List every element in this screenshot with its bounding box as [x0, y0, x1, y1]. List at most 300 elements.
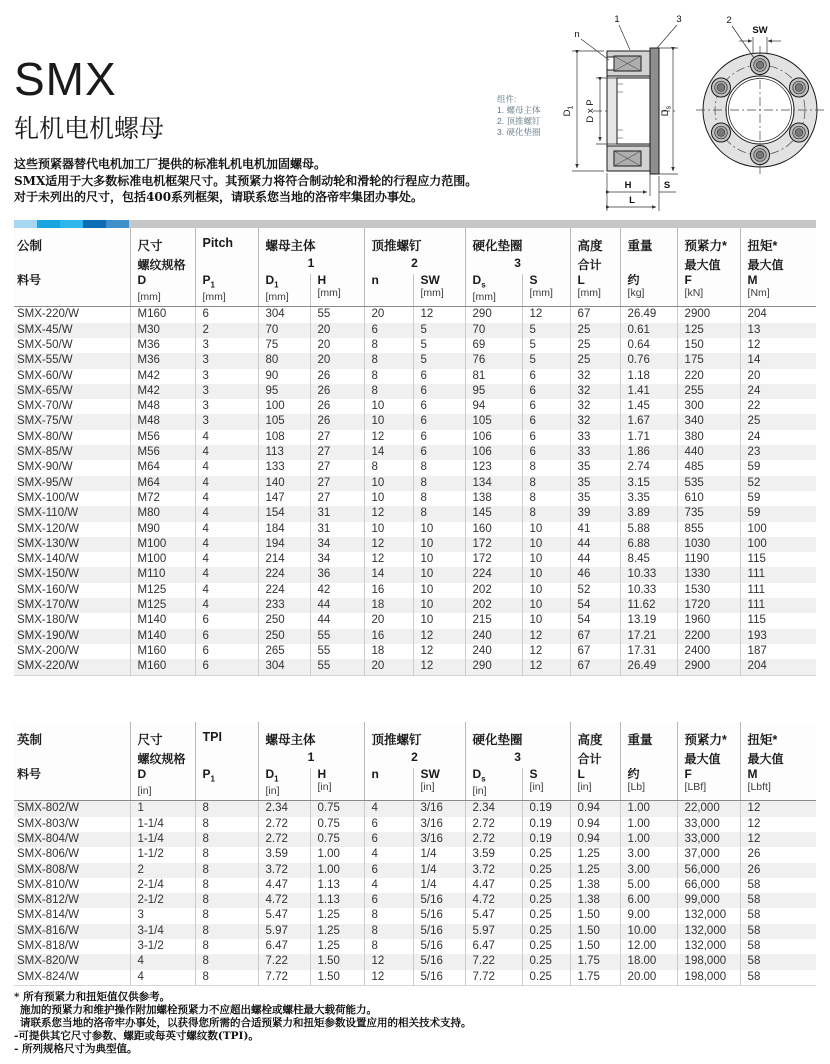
cell-d1: 70 [258, 323, 310, 338]
cell-ds: 69 [465, 338, 522, 353]
cell-s: 0.25 [522, 954, 570, 969]
cell-h: 34 [310, 552, 364, 567]
cell-torque: 58 [740, 878, 816, 893]
cell-part-number: SMX-818/W [17, 940, 79, 953]
cell-sw: 1/4 [413, 863, 465, 878]
cell-n: 10 [364, 491, 413, 506]
cell-h: 0.75 [310, 832, 364, 847]
header-height: 高度 [570, 722, 620, 749]
cell-weight: 1.45 [620, 399, 677, 414]
cell-h: 42 [310, 583, 364, 598]
cell-preload: 132,000 [677, 924, 740, 939]
cell-s: 6 [522, 384, 570, 399]
cell-part-number: SMX-55/W [17, 354, 73, 367]
cell-l: 0.94 [570, 801, 620, 817]
cell-pitch: 6 [195, 644, 258, 659]
cell-preload: 33,000 [677, 832, 740, 847]
col-weight: 约 [kg] [620, 274, 677, 307]
cell-l: 32 [570, 414, 620, 429]
cell-l: 32 [570, 399, 620, 414]
col-ds: $D_s$ [mm] [465, 274, 522, 307]
table-row [14, 801, 816, 817]
description-line: 对于未列出的尺寸，包括400系列框架，请联系您当地的洛帝牢集团办事处。 [14, 190, 424, 204]
cell-s: 0.19 [522, 801, 570, 817]
cell-preload: 2900 [677, 307, 740, 323]
cell-l: 54 [570, 613, 620, 628]
cell-d1: 233 [258, 598, 310, 613]
cell-tpi: 8 [195, 817, 258, 832]
cell-thread-size: M56 [130, 445, 195, 460]
header-max: 最大值 [677, 255, 740, 274]
cell-ds: 70 [465, 323, 522, 338]
col-d: D [in] [130, 768, 195, 801]
cell-l: 25 [570, 353, 620, 368]
cell-part-number: SMX-95/W [17, 476, 73, 489]
cell-sw: 5 [413, 323, 465, 338]
cell-weight: 5.00 [620, 878, 677, 893]
cell-h: 1.00 [310, 847, 364, 862]
cell-sw: 6 [413, 414, 465, 429]
cell-torque: 12 [740, 801, 816, 817]
table-row [14, 522, 816, 537]
cell-sw: 12 [413, 307, 465, 323]
cell-part-number: SMX-824/W [17, 970, 79, 983]
cell-torque: 187 [740, 644, 816, 659]
legend-item: 1. 螺母主体 [497, 105, 541, 115]
cell-n: 18 [364, 598, 413, 613]
header-ref-3: 3 [465, 749, 570, 768]
cell-weight: 1.67 [620, 414, 677, 429]
cell-s: 12 [522, 659, 570, 675]
cell-sw: 8 [413, 460, 465, 475]
metric-table [14, 228, 816, 676]
cell-d1: 80 [258, 353, 310, 368]
header-total: 合计 [570, 255, 620, 274]
cell-weight: 10.33 [620, 583, 677, 598]
cell-sw: 12 [413, 659, 465, 675]
cell-d1: 2.72 [258, 832, 310, 847]
accent-segment [60, 220, 83, 228]
cell-d1: 147 [258, 491, 310, 506]
cell-pitch: 4 [195, 552, 258, 567]
cell-d1: 4.72 [258, 893, 310, 908]
cell-part-number: SMX-100/W [17, 491, 79, 504]
table-row [14, 817, 816, 832]
cell-sw: 6 [413, 445, 465, 460]
cell-part-number: SMX-820/W [17, 955, 79, 968]
cell-d1: 2.72 [258, 817, 310, 832]
cell-weight: 1.86 [620, 445, 677, 460]
cell-pitch: 3 [195, 399, 258, 414]
table-row [14, 644, 816, 659]
header-pitch: Pitch [195, 228, 258, 255]
cell-n: 20 [364, 307, 413, 323]
cell-d1: 154 [258, 506, 310, 521]
cell-ds: 81 [465, 369, 522, 384]
cell-sw: 5/16 [413, 908, 465, 923]
cell-weight: 20.00 [620, 970, 677, 986]
cell-pitch: 3 [195, 353, 258, 368]
cell-d1: 5.97 [258, 924, 310, 939]
cell-sw: 5/16 [413, 939, 465, 954]
cell-tpi: 8 [195, 970, 258, 986]
cell-part-number: SMX-70/W [17, 400, 73, 413]
cell-weight: 10.00 [620, 924, 677, 939]
col-part-number: 料号 [14, 274, 130, 307]
cell-weight: 3.35 [620, 491, 677, 506]
cell-ds: 290 [465, 307, 522, 323]
cell-l: 39 [570, 506, 620, 521]
cell-l: 25 [570, 323, 620, 338]
cell-torque: 58 [740, 939, 816, 954]
cell-l: 54 [570, 598, 620, 613]
cell-part-number: SMX-80/W [17, 430, 73, 443]
cell-torque: 12 [740, 817, 816, 832]
col-l: L [mm] [570, 274, 620, 307]
cell-sw: 8 [413, 476, 465, 491]
header-preload: 预紧力* [677, 228, 740, 255]
header-preload: 预紧力* [677, 722, 740, 749]
cell-n: 10 [364, 399, 413, 414]
cell-n: 16 [364, 583, 413, 598]
table-row [14, 954, 816, 969]
cell-n: 8 [364, 353, 413, 368]
drawing-legend [497, 94, 540, 138]
header-nut-body: 螺母主体 [258, 722, 364, 749]
cell-n: 8 [364, 939, 413, 954]
cell-pitch: 4 [195, 537, 258, 552]
cell-weight: 1.00 [620, 832, 677, 847]
note-line: -可提供其它尺寸参数、螺距或每英寸螺纹数(TPI)。 [14, 1030, 259, 1042]
cell-thread-size: 4 [130, 970, 195, 986]
cell-pitch: 2 [195, 323, 258, 338]
cell-l: 46 [570, 567, 620, 582]
header-max: 最大值 [740, 749, 816, 768]
cell-s: 5 [522, 338, 570, 353]
cell-preload: 198,000 [677, 970, 740, 986]
header-tpi: TPI [195, 722, 258, 749]
cell-thread-size: M140 [130, 629, 195, 644]
cell-sw: 3/16 [413, 817, 465, 832]
cell-s: 5 [522, 323, 570, 338]
cell-ds: 105 [465, 414, 522, 429]
cell-l: 1.75 [570, 954, 620, 969]
col-preload: F [LBf] [677, 768, 740, 801]
cell-h: 1.50 [310, 970, 364, 986]
cell-weight: 26.49 [620, 659, 677, 675]
header-torque: 扭矩* [740, 722, 816, 749]
imperial-table [14, 722, 816, 986]
cell-h: 34 [310, 537, 364, 552]
cell-preload: 175 [677, 353, 740, 368]
cell-s: 12 [522, 307, 570, 323]
table-row [14, 307, 816, 323]
cell-ds: 95 [465, 384, 522, 399]
cell-weight: 3.15 [620, 476, 677, 491]
description-line: 这些预紧器替代电机加工厂提供的标准轧机电机加固螺母。 [14, 157, 327, 171]
cell-preload: 125 [677, 323, 740, 338]
table-row [14, 629, 816, 644]
cell-preload: 22,000 [677, 801, 740, 817]
imperial-table-body [14, 801, 816, 986]
cell-h: 1.13 [310, 893, 364, 908]
cell-s: 0.25 [522, 847, 570, 862]
cell-s: 12 [522, 629, 570, 644]
cell-h: 0.75 [310, 817, 364, 832]
cell-ds: 240 [465, 644, 522, 659]
cell-torque: 20 [740, 369, 816, 384]
header-ref-1: 1 [258, 255, 364, 274]
cell-preload: 66,000 [677, 878, 740, 893]
cell-ds: 202 [465, 583, 522, 598]
cell-s: 8 [522, 460, 570, 475]
cell-preload: 1330 [677, 567, 740, 582]
cell-sw: 10 [413, 522, 465, 537]
cell-h: 1.50 [310, 954, 364, 969]
cell-torque: 111 [740, 567, 816, 582]
legend-title: 组件: [497, 94, 517, 104]
cell-preload: 99,000 [677, 893, 740, 908]
cell-sw: 10 [413, 552, 465, 567]
cell-l: 1.25 [570, 847, 620, 862]
cell-part-number: SMX-190/W [17, 629, 79, 642]
cell-ds: 106 [465, 430, 522, 445]
cell-part-number: SMX-808/W [17, 863, 79, 876]
cell-part-number: SMX-50/W [17, 338, 73, 351]
cell-tpi: 8 [195, 954, 258, 969]
table-row [14, 506, 816, 521]
description-line: SMX适用于大多数标准电机框架尺寸。其预紧力将符合制动轮和滑轮的行程应力范围。 [14, 173, 478, 188]
cell-h: 0.75 [310, 801, 364, 817]
cell-d1: 7.22 [258, 954, 310, 969]
table-row [14, 323, 816, 338]
cell-thread-size: M48 [130, 399, 195, 414]
cell-ds: 106 [465, 445, 522, 460]
cell-thread-size: M100 [130, 537, 195, 552]
cell-n: 18 [364, 644, 413, 659]
page-subtitle: 轧机电机螺母 [14, 115, 165, 143]
cell-n: 14 [364, 445, 413, 460]
header-ref-2: 2 [364, 749, 465, 768]
cell-torque: 25 [740, 414, 816, 429]
ref-label-2: 2 [726, 15, 732, 26]
cell-l: 1.25 [570, 863, 620, 878]
cell-l: 35 [570, 460, 620, 475]
cell-h: 27 [310, 445, 364, 460]
cell-sw: 10 [413, 583, 465, 598]
cell-s: 6 [522, 445, 570, 460]
cell-thread-size: 1-1/4 [130, 817, 195, 832]
col-d1: $D_1$ [mm] [258, 274, 310, 307]
cell-torque: 58 [740, 893, 816, 908]
cell-ds: 215 [465, 613, 522, 628]
cell-d1: 113 [258, 445, 310, 460]
cell-part-number: SMX-806/W [17, 848, 79, 861]
table-row [14, 908, 816, 923]
cell-ds: 134 [465, 476, 522, 491]
header-system: 公制 [14, 228, 130, 255]
cell-n: 4 [364, 801, 413, 817]
cell-ds: 5.97 [465, 924, 522, 939]
cell-s: 10 [522, 567, 570, 582]
cell-sw: 10 [413, 613, 465, 628]
cell-weight: 1.41 [620, 384, 677, 399]
title-block [14, 53, 165, 145]
cell-s: 10 [522, 552, 570, 567]
dim-label-d1: $D_1$ [562, 105, 575, 117]
cell-weight: 11.62 [620, 598, 677, 613]
cell-pitch: 4 [195, 506, 258, 521]
cell-part-number: SMX-160/W [17, 583, 79, 596]
cell-n: 20 [364, 613, 413, 628]
cell-preload: 1190 [677, 552, 740, 567]
cell-weight: 9.00 [620, 908, 677, 923]
cell-n: 12 [364, 970, 413, 986]
cell-d1: 3.72 [258, 863, 310, 878]
header-thread-spec: 螺纹规格 [130, 749, 195, 768]
cell-pitch: 4 [195, 445, 258, 460]
cell-preload: 735 [677, 506, 740, 521]
cell-preload: 1720 [677, 598, 740, 613]
cell-sw: 5 [413, 353, 465, 368]
cell-part-number: SMX-810/W [17, 878, 79, 891]
cell-torque: 12 [740, 832, 816, 847]
col-s: S [in] [522, 768, 570, 801]
cell-sw: 6 [413, 369, 465, 384]
col-sw: SW [in] [413, 768, 465, 801]
cell-d1: 100 [258, 399, 310, 414]
cell-part-number: SMX-85/W [17, 446, 73, 459]
cell-d1: 5.47 [258, 908, 310, 923]
header-system: 英制 [14, 722, 130, 749]
cell-pitch: 6 [195, 659, 258, 675]
cell-thread-size: M160 [130, 659, 195, 675]
cell-ds: 202 [465, 598, 522, 613]
cell-sw: 5/16 [413, 924, 465, 939]
note-line: 施加的预紧力和维护操作附加螺栓预紧力不应超出螺栓或螺柱最大载荷能力。 [20, 1004, 377, 1016]
cell-n: 4 [364, 878, 413, 893]
cell-n: 12 [364, 537, 413, 552]
cell-part-number: SMX-803/W [17, 817, 79, 830]
cell-h: 1.25 [310, 939, 364, 954]
cell-s: 0.25 [522, 939, 570, 954]
cell-thread-size: M100 [130, 552, 195, 567]
cell-preload: 380 [677, 430, 740, 445]
table-row [14, 338, 816, 353]
cell-s: 8 [522, 506, 570, 521]
cell-d1: 7.72 [258, 970, 310, 986]
cell-d1: 95 [258, 384, 310, 399]
cell-pitch: 4 [195, 567, 258, 582]
cell-torque: 12 [740, 338, 816, 353]
cell-pitch: 4 [195, 430, 258, 445]
cell-thread-size: 1-1/4 [130, 832, 195, 847]
cell-weight: 2.74 [620, 460, 677, 475]
cell-s: 0.25 [522, 908, 570, 923]
cell-thread-size: M90 [130, 522, 195, 537]
cell-h: 27 [310, 430, 364, 445]
dim-label-ds: $D_s$ [660, 105, 673, 117]
cell-h: 1.00 [310, 863, 364, 878]
cell-s: 0.25 [522, 893, 570, 908]
cell-h: 20 [310, 338, 364, 353]
cell-thread-size: 4 [130, 954, 195, 969]
cell-thread-size: M56 [130, 430, 195, 445]
cell-h: 26 [310, 384, 364, 399]
header-group-row [14, 228, 816, 255]
cell-preload: 132,000 [677, 908, 740, 923]
cell-sw: 10 [413, 537, 465, 552]
header-symbol-row [14, 768, 816, 801]
cell-sw: 10 [413, 567, 465, 582]
cell-sw: 12 [413, 644, 465, 659]
cell-ds: 172 [465, 537, 522, 552]
cell-ds: 240 [465, 629, 522, 644]
ref-label-n: n [574, 29, 580, 40]
cell-d1: 140 [258, 476, 310, 491]
accent-bar [14, 220, 816, 228]
cell-l: 67 [570, 629, 620, 644]
cell-sw: 3/16 [413, 832, 465, 847]
cell-weight: 8.45 [620, 552, 677, 567]
cell-thread-size: M48 [130, 414, 195, 429]
cell-ds: 3.59 [465, 847, 522, 862]
cell-part-number: SMX-180/W [17, 614, 79, 627]
table-row [14, 537, 816, 552]
table-row [14, 659, 816, 675]
table-row [14, 863, 816, 878]
cell-part-number: SMX-90/W [17, 461, 73, 474]
cell-part-number: SMX-220/W [17, 660, 79, 673]
dim-label-sw: SW [752, 25, 768, 36]
cell-n: 8 [364, 369, 413, 384]
cell-sw: 5/16 [413, 893, 465, 908]
cell-ds: 138 [465, 491, 522, 506]
cell-s: 10 [522, 537, 570, 552]
metric-table-header [14, 228, 816, 307]
cell-s: 12 [522, 644, 570, 659]
cell-weight: 0.76 [620, 353, 677, 368]
cell-n: 6 [364, 863, 413, 878]
cell-l: 35 [570, 491, 620, 506]
cell-weight: 0.64 [620, 338, 677, 353]
cell-sw: 10 [413, 598, 465, 613]
cell-torque: 111 [740, 598, 816, 613]
cell-preload: 535 [677, 476, 740, 491]
cell-weight: 6.00 [620, 893, 677, 908]
table-row [14, 476, 816, 491]
cell-thread-size: M64 [130, 460, 195, 475]
cell-torque: 204 [740, 307, 816, 323]
cell-s: 6 [522, 369, 570, 384]
cell-tpi: 8 [195, 939, 258, 954]
cell-torque: 13 [740, 323, 816, 338]
header-height: 高度 [570, 228, 620, 255]
cell-s: 10 [522, 522, 570, 537]
cell-torque: 100 [740, 522, 816, 537]
cell-thread-size: M30 [130, 323, 195, 338]
header-sub-row [14, 749, 816, 768]
cell-weight: 10.33 [620, 567, 677, 582]
cell-weight: 6.88 [620, 537, 677, 552]
dim-label-s: S [663, 180, 671, 191]
cell-l: 1.50 [570, 939, 620, 954]
dim-label-l: L [629, 195, 635, 206]
cell-weight: 3.89 [620, 506, 677, 521]
cell-ds: 2.72 [465, 817, 522, 832]
col-p1: $P_1$ [mm] [195, 274, 258, 307]
cell-n: 8 [364, 460, 413, 475]
